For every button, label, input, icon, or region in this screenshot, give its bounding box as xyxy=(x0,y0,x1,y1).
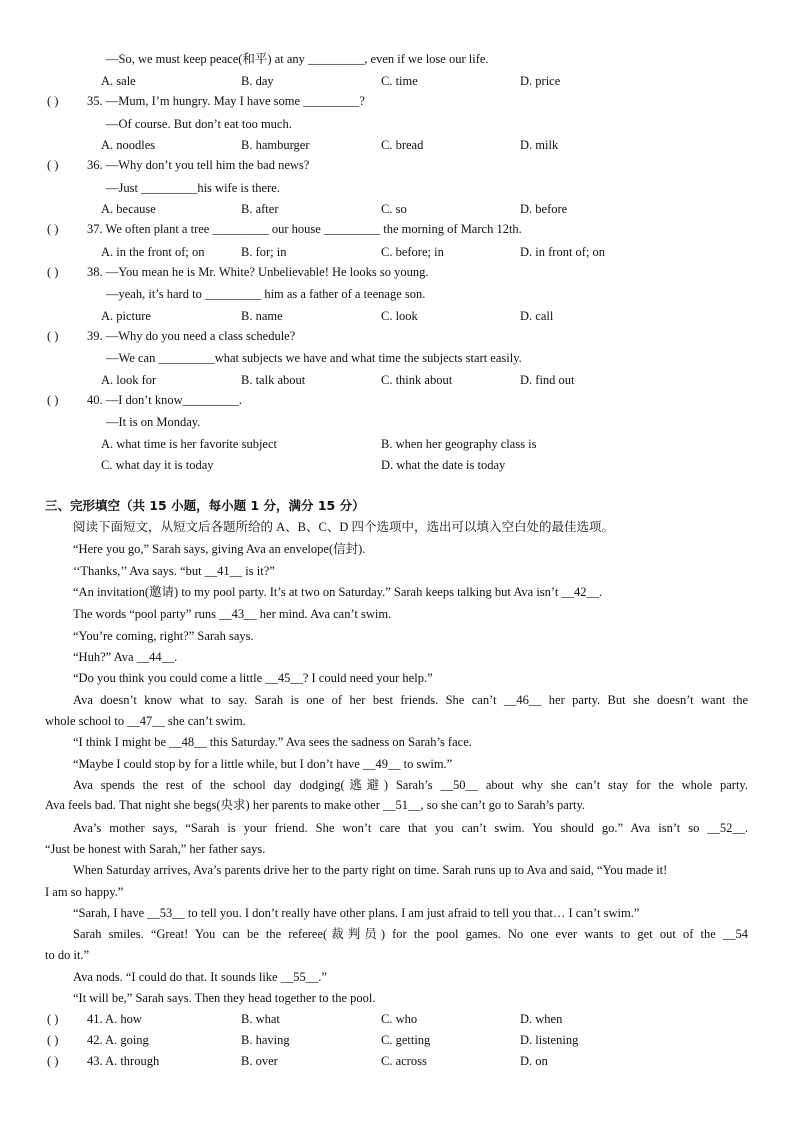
q38-option-d: D. call xyxy=(520,309,554,323)
q35-answer-line: —Of course. But don’t eat too much. xyxy=(106,117,292,131)
q43-option-b: B. over xyxy=(241,1054,278,1068)
q37-stem: 37. We often plant a tree _________ our house _________ the morning of March 12th. xyxy=(87,222,522,236)
passage-line: Sarah smiles. “Great! You can be the referee(裁判员) for the pool games. No one ever wants to get out of the __54 xyxy=(73,927,748,941)
passage-line: Ava doesn’t know what to say. Sarah is one of her best friends. She can’t __46__ her party. But she doesn’t want the xyxy=(73,693,748,707)
q40-option-c: C. what day it is today xyxy=(101,458,214,472)
q39-option-a: A. look for xyxy=(101,373,157,387)
q42-option-d: D. listening xyxy=(520,1033,579,1047)
q40-answer-blank: ( ) xyxy=(47,393,59,407)
q43-option-c: C. across xyxy=(381,1054,427,1068)
passage-line: “Just be honest with Sarah,” her father says. xyxy=(45,842,266,856)
q37-option-c: C. before; in xyxy=(381,245,444,259)
q40-stem: 40. —I don’t know_________. xyxy=(87,393,242,407)
q42-answer-blank: ( ) xyxy=(47,1033,59,1047)
q35-answer-blank: ( ) xyxy=(47,94,59,108)
passage-line: I am so happy.” xyxy=(45,885,124,899)
passage-line: whole school to __47__ she can’t swim. xyxy=(45,714,246,728)
passage-line: ‘‘Thanks,’’ Ava says. “but __41__ is it?” xyxy=(73,564,275,578)
q39-stem: 39. —Why do you need a class schedule? xyxy=(87,329,296,343)
passage-line: “An invitation(邀请) to my pool party. It’s at two on Saturday.” Sarah keeps talking but Ava isn’t __42__. xyxy=(73,585,603,599)
q35-option-c: C. bread xyxy=(381,138,424,152)
passage-line: “Sarah, I have __53__ to tell you. I don’t really have other plans. I am just afraid to tell you that… I can’t swim.” xyxy=(73,906,640,920)
q34-option-a: A. sale xyxy=(101,74,136,88)
q40-option-a: A. what time is her favorite subject xyxy=(101,437,277,451)
q38-stem: 38. —You mean he is Mr. White? Unbelievable! He looks so young. xyxy=(87,265,429,279)
q38-option-a: A. picture xyxy=(101,309,151,323)
q39-answer-blank: ( ) xyxy=(47,329,59,343)
q36-option-a: A. because xyxy=(101,202,156,216)
q35-option-a: A. noodles xyxy=(101,138,156,152)
q39-option-c: C. think about xyxy=(381,373,453,387)
passage-line: “Do you think you could come a little __45__? I could need your help.” xyxy=(73,671,433,685)
q34-option-d: D. price xyxy=(520,74,561,88)
passage-line: Ava’s mother says, “Sarah is your friend. She won’t care that you can’t swim. You should go.” Ava isn’t so __52__. xyxy=(73,821,748,835)
passage-line: Ava feels bad. That night she begs(央求) her parents to make other __51__, so she can’t go to Sarah’s party. xyxy=(45,798,586,812)
passage-line: “You’re coming, right?” Sarah says. xyxy=(73,629,254,643)
q41-answer-blank: ( ) xyxy=(47,1012,59,1026)
q42-option-b: B. having xyxy=(241,1033,290,1047)
passage-line: Ava nods. “I could do that. It sounds like __55__.” xyxy=(73,970,327,984)
q42-option-c: C. getting xyxy=(381,1033,431,1047)
q39-answer-line: —We can _________what subjects we have and what time the subjects start easily. xyxy=(106,351,522,365)
q38-answer-blank: ( ) xyxy=(47,265,59,279)
q36-stem: 36. —Why don’t you tell him the bad news? xyxy=(87,158,310,172)
q38-option-b: B. name xyxy=(241,309,283,323)
q36-option-d: D. before xyxy=(520,202,568,216)
q36-answer-blank: ( ) xyxy=(47,158,59,172)
passage-line: “Here you go,” Sarah says, giving Ava an envelope(信封). xyxy=(73,542,366,556)
q43-option-d: D. on xyxy=(520,1054,548,1068)
q39-option-d: D. find out xyxy=(520,373,575,387)
passage-line: When Saturday arrives, Ava’s parents drive her to the party right on time. Sarah runs up to Ava and said, “You made it! xyxy=(73,863,668,877)
q35-option-b: B. hamburger xyxy=(241,138,310,152)
passage-line: Ava spends the rest of the school day dodging(逃避) Sarah’s __50__ about why she can’t stay for the whole party. xyxy=(73,778,748,792)
q40-answer-line: —It is on Monday. xyxy=(106,415,201,429)
q36-option-c: C. so xyxy=(381,202,407,216)
q37-option-a: A. in the front of; on xyxy=(101,245,205,259)
q37-option-d: D. in front of; on xyxy=(520,245,606,259)
q43-answer-blank: ( ) xyxy=(47,1054,59,1068)
passage-line: “It will be,” Sarah says. Then they head together to the pool. xyxy=(73,991,376,1005)
q41-option-d: D. when xyxy=(520,1012,563,1026)
q41-option-b: B. what xyxy=(241,1012,280,1026)
q43-stem: 43. A. through xyxy=(87,1054,160,1068)
q40-option-b: B. when her geography class is xyxy=(381,437,537,451)
passage-line: “Maybe I could stop by for a little while, but I don’t have __49__ to swim.” xyxy=(73,757,453,771)
section3-instruction: 阅读下面短文，从短文后各题所给的 A、B、C、D 四个选项中，选出可以填入空白处的最佳选项。 xyxy=(73,520,614,534)
q35-option-d: D. milk xyxy=(520,138,559,152)
q39-option-b: B. talk about xyxy=(241,373,306,387)
q41-option-c: C. who xyxy=(381,1012,418,1026)
section3-title: 三、完形填空（共 15 小题，每小题 1 分，满分 15 分） xyxy=(45,498,365,513)
q35-stem: 35. —Mum, I’m hungry. May I have some _________? xyxy=(87,94,365,108)
q42-stem: 42. A. going xyxy=(87,1033,149,1047)
q41-stem: 41. A. how xyxy=(87,1012,142,1026)
passage-line: “Huh?” Ava __44__. xyxy=(73,650,178,664)
q38-option-c: C. look xyxy=(381,309,418,323)
q36-option-b: B. after xyxy=(241,202,279,216)
passage-line: to do it.” xyxy=(45,948,90,962)
q38-answer-line: —yeah, it’s hard to _________ him as a father of a teenage son. xyxy=(106,287,426,301)
q37-option-b: B. for; in xyxy=(241,245,287,259)
q34-option-c: C. time xyxy=(381,74,418,88)
q34-answer-line: —So, we must keep peace(和平) at any _________, even if we lose our life. xyxy=(106,52,489,66)
passage-line: “I think I might be __48__ this Saturday.” Ava sees the sadness on Sarah’s face. xyxy=(73,735,472,749)
passage-line: The words “pool party” runs __43__ her mind. Ava can’t swim. xyxy=(73,607,392,621)
q40-option-d: D. what the date is today xyxy=(381,458,506,472)
q34-option-b: B. day xyxy=(241,74,274,88)
q36-answer-line: —Just _________his wife is there. xyxy=(106,181,280,195)
q37-answer-blank: ( ) xyxy=(47,222,59,236)
